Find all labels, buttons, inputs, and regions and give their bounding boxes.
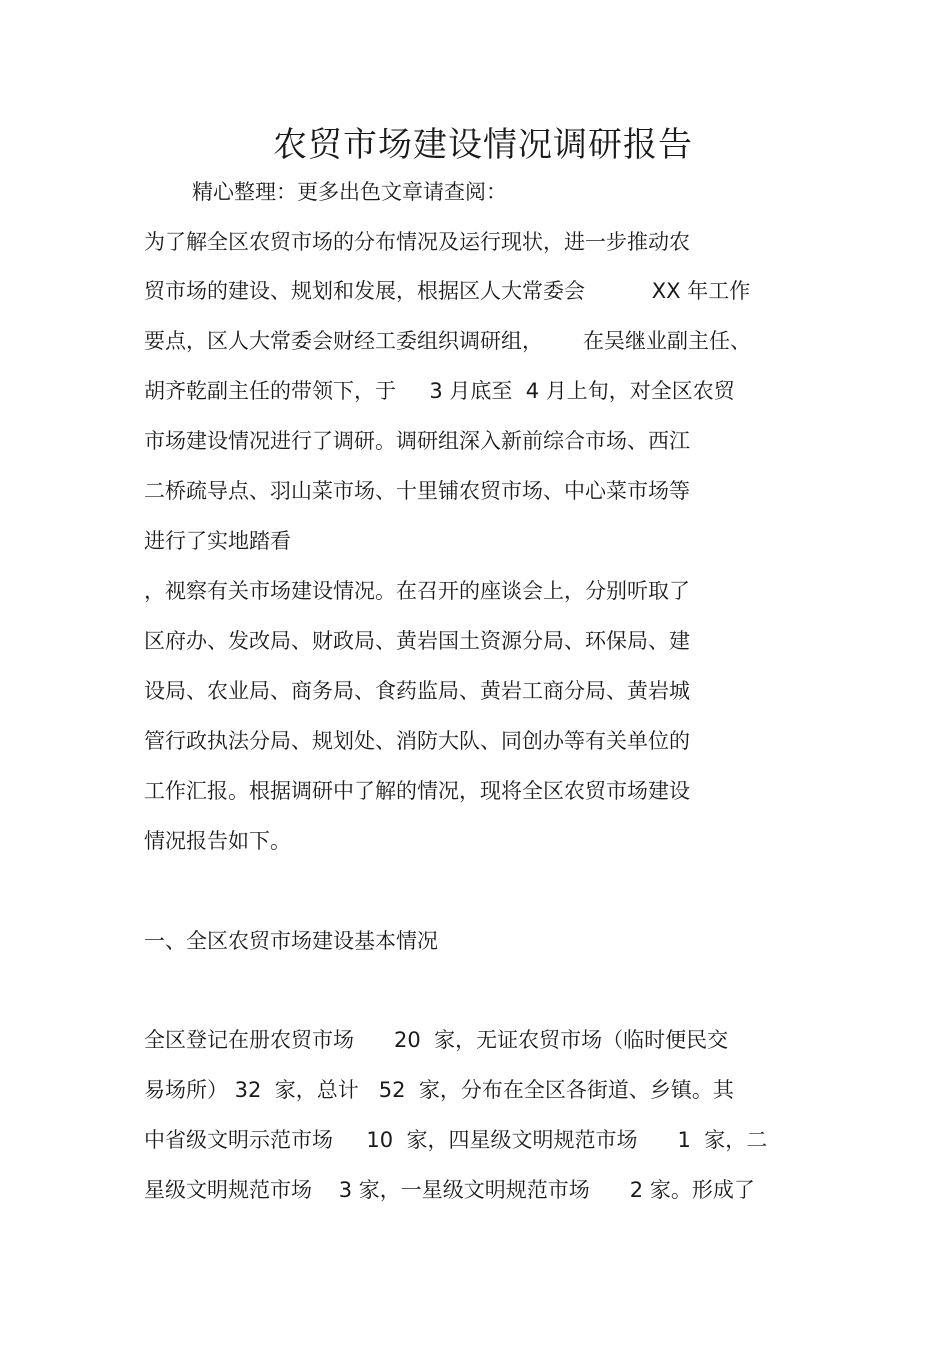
paragraph-line: 要点，区人大常委会财经工委组织调研组， 在吴继业副主任、 <box>144 329 752 353</box>
paragraph-line: 胡齐乾副主任的带领下，于 3 月底至 4 月上旬，对全区农贸 <box>144 379 735 403</box>
paragraph-line: 设局、农业局、商务局、食药监局、黄岩工商分局、黄岩城 <box>144 679 690 703</box>
paragraph-line: 管行政执法分局、规划处、消防大队、同创办等有关单位的 <box>144 729 690 753</box>
paragraph-line: 二桥疏导点、羽山菜市场、十里铺农贸市场、中心菜市场等 <box>144 479 690 503</box>
document-title: 农贸市场建设情况调研报告 <box>273 125 693 165</box>
paragraph-line: ，视察有关市场建设情况。在召开的座谈会上，分别听取了 <box>144 579 690 603</box>
paragraph-line: 为了解全区农贸市场的分布情况及运行现状，进一步推动农 <box>144 230 690 254</box>
paragraph-line: 区府办、发改局、财政局、黄岩国土资源分局、环保局、建 <box>144 629 690 653</box>
paragraph-line: 中省级文明示范市场 10 家，四星级文明规范市场 1 家，二 <box>144 1128 768 1152</box>
section-heading: 一、全区农贸市场建设基本情况 <box>144 929 438 953</box>
paragraph-line: 易场所） 32 家，总计 52 家，分布在全区各街道、乡镇。其 <box>144 1078 734 1102</box>
paragraph-line: 市场建设情况进行了调研。调研组深入新前综合市场、西江 <box>144 429 690 453</box>
document-subtitle: 精心整理：更多出色文章请查阅： <box>192 180 507 204</box>
paragraph-line: 进行了实地踏看 <box>144 529 291 553</box>
paragraph-line: 全区登记在册农贸市场 20 家，无证农贸市场（临时便民交 <box>144 1028 729 1052</box>
paragraph-line: 星级文明规范市场 3 家，一星级文明规范市场 2 家。形成了 <box>144 1178 755 1202</box>
paragraph-line: 情况报告如下。 <box>144 829 291 853</box>
paragraph-line: 贸市场的建设、规划和发展，根据区人大常委会 XX 年工作 <box>144 279 751 303</box>
paragraph-line: 工作汇报。根据调研中了解的情况，现将全区农贸市场建设 <box>144 779 690 803</box>
